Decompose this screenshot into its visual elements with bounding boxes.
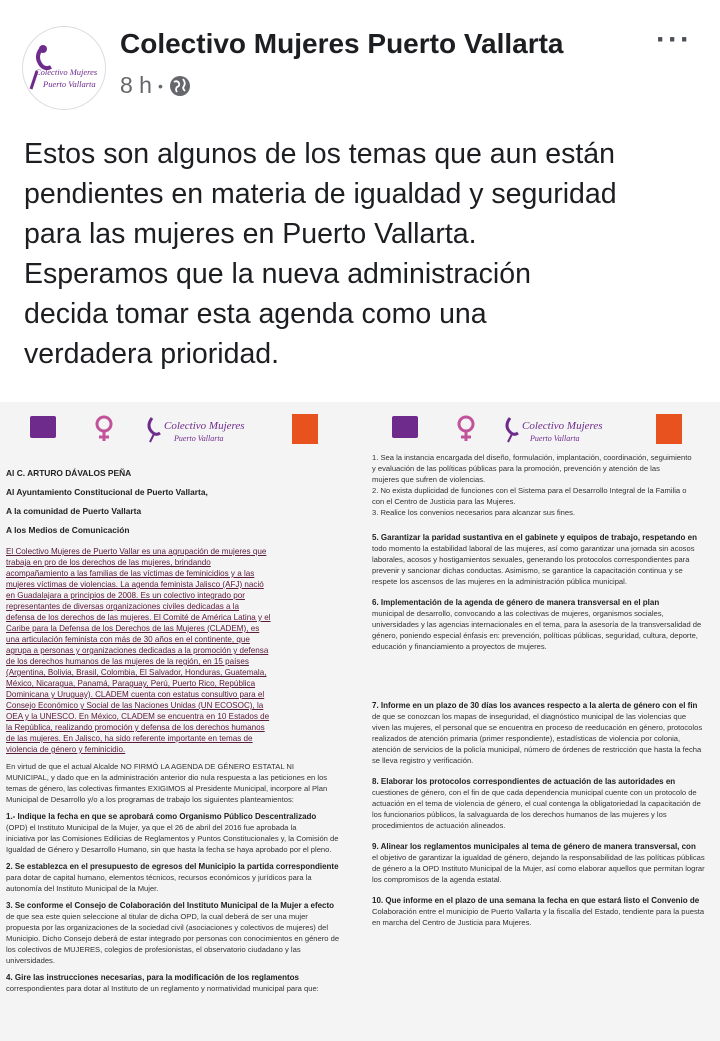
point-line: para dotar de capital humano, elementos técnicos, recursos económicos y jurídicos para la: [6, 873, 312, 882]
point-line: en marcha del Centro de Justicia para Mujeres.: [372, 918, 532, 927]
point-line: (OPD) el Instituto Municipal de la Mujer, ya que el 26 de abril del 2016 fue aprobada la: [6, 823, 297, 832]
organization-logo-icon: [30, 416, 56, 438]
female-symbol-icon: [92, 414, 116, 444]
page-name[interactable]: Colectivo Mujeres Puerto Vallarta: [120, 28, 564, 59]
point-heading: 6. Implementación de la agenda de género de manera transversal en el plan: [372, 598, 660, 607]
meta-separator: •: [157, 77, 163, 94]
point-line: laborales, acosos y hostigamientos sexuales, generando los protocolos correspondientes para: [372, 555, 690, 564]
list-line: 2. No exista duplicidad de funciones con el Sistema para el Desarrollo Integral de la Familia o: [372, 486, 687, 495]
attached-document-image[interactable]: [0, 402, 720, 1041]
intro-line: Caribe para la Defensa de los Derechos de las Mujeres (CLADEM), es: [6, 624, 260, 633]
avatar-text-line1: Colectivo Mujeres: [35, 67, 98, 77]
point-line: se lleva registro y verificación.: [372, 756, 474, 765]
intro-line: defensa de los derechos de las mujeres. El Comité de América Latina y el: [6, 613, 271, 622]
point-heading: 3. Se conforme el Consejo de Colaboración del Instituto Municipal de la Mujer a efecto: [6, 901, 335, 910]
addressee: A los Medios de Comunicación: [6, 525, 130, 535]
avatar-text-line2: Puerto Vallarta: [43, 79, 96, 89]
document-left-text: [6, 464, 354, 994]
point-heading: 7. Informe en un plazo de 30 días los avances respecto a la alerta de género con el fin: [372, 701, 698, 710]
logo-strip: [362, 408, 720, 458]
point-line: universidades y las agencias internacionales en el tema, para la asesoría de la transversalidad de: [372, 620, 702, 629]
list-line: mujeres que sufren de violencias.: [372, 475, 486, 484]
intro-line: la República, realizando promoción y defensa de los derechos humanos: [6, 723, 265, 732]
point-8: [372, 776, 712, 831]
addressee: Al C. ARTURO DÁVALOS PEÑA: [6, 468, 132, 478]
point-line: de que se conozcan los mapas de inseguridad, el diagnóstico municipal de las violencias que: [372, 712, 687, 721]
message-line: Esperamos que la nueva administración: [24, 258, 531, 290]
point-3: [6, 900, 354, 966]
post-meta: [120, 72, 191, 99]
page-avatar[interactable]: [22, 26, 106, 110]
point-line: iniciativa por las Comisiones Edilicias de Reglamentos y Puntos Constitucionales y, la Comisión de: [6, 834, 339, 843]
message-line: decida tomar esta agenda como una: [24, 298, 487, 330]
point-line: todo momento la estabilidad laboral de las mujeres, así como garantizar una jornada sin acosos: [372, 544, 695, 553]
point-line: prevenir y sancionar dichas conductas. Asimismo, se garantice la capacitación continua y se: [372, 566, 683, 575]
intro-line: de los derechos humanos de las mujeres de la región, en 15 países: [6, 657, 249, 666]
document-page-right: [362, 402, 720, 1041]
point-line: los colectivos de MUJERES, colegios de profesionistas, el observatorio ciudadano y las: [6, 945, 301, 954]
post-time[interactable]: 8 h: [120, 72, 152, 98]
intro-line: mujeres víctimas de violencias. La agenda feminista Jalisco (AFJ) nació: [6, 580, 264, 589]
document-page-left: [0, 402, 360, 1041]
intro-line: (Argentina, Bolivia, Brasil, Colombia, El Salvador, Honduras, Guatemala,: [6, 668, 267, 677]
point-line: autonomía del Instituto Municipal de la Mujer.: [6, 884, 159, 893]
point-heading: 1.- Indique la fecha en que se aprobará como Organismo Público Descentralizado: [6, 812, 317, 821]
intro-line: de las mujeres. En Jalisco, ha sido referente importante en temas de: [6, 734, 253, 743]
message-line: Estos son algunos de los temas que aun están: [24, 138, 615, 170]
globe-icon: [169, 75, 191, 97]
point-line: de que sea este quien seleccione al titular de dicha OPD, la cual deberá de ser una mujer: [6, 912, 308, 921]
more-options-button[interactable]: ···: [656, 23, 692, 56]
list-line: 3. Realice los convenios necesarios para alcanzar sus fines.: [372, 508, 576, 517]
body-paragraph: [6, 761, 354, 805]
message-line: verdadera prioridad.: [24, 338, 280, 370]
document-right-text: [372, 452, 712, 928]
body-line: Municipal de Desarrollo y/o a los programas de trabajo los siguientes planteamientos:: [6, 795, 294, 804]
point-9: [372, 841, 712, 885]
point-line: actuación en el tema de violencia de género, el cual contenga la obligatoriedad la capacitación de: [372, 799, 701, 808]
point-line: cuestiones de género, con el fin de que cada dependencia municipal cuente con un protocolo de: [372, 788, 697, 797]
message-line: para las mujeres en Puerto Vallarta.: [24, 218, 477, 250]
point-line: universidades.: [6, 956, 55, 965]
point-line: correspondientes para dotar al Instituto de un reglamento y normatividad municipal para que:: [6, 984, 319, 993]
post-header: [0, 0, 720, 120]
intro-line: representantes de diversas organizaciones civiles dedicadas a la: [6, 602, 240, 611]
point-line: procedimientos de actuación alineados.: [372, 821, 506, 830]
point-heading: 2. Se establezca en el presupuesto de egresos del Municipio la partida correspondiente: [6, 862, 339, 871]
point-heading: 8. Elaborar los protocolos correspondientes de actuación de las autoridades en: [372, 777, 676, 786]
point-line: los funcionarios públicos, la salvaguarda de los derechos humanos de las mujeres y los: [372, 810, 667, 819]
intro-paragraph: [6, 546, 354, 755]
point-line: de género a la OPD Instituto Municipal de la Mujer, así como elaborar aquellos que permitan lograr: [372, 864, 705, 873]
intro-line: México, Nicaragua, Panamá, Paraguay, Perú, Puerto Rico, República: [6, 679, 256, 688]
message-line: pendientes en materia de igualdad y seguridad: [24, 178, 617, 210]
point-line: Colaboración entre el municipio de Puerto Vallarta y la fiscalía del Estado, tendiente para la puesta: [372, 907, 705, 916]
point-line: municipal de desarrollo, convocando a las colectivas de mujeres, organismos sociales,: [372, 609, 664, 618]
point-6: [372, 597, 712, 652]
point-line: propuesta por las organizaciones de la sociedad civil (asociaciones y colectivos de mujeres) del: [6, 923, 329, 932]
addressee: Al Ayuntamiento Constitucional de Puerto Vallarta,: [6, 487, 208, 497]
point-line: género, poniendo especial énfasis en: prevención, políticas públicas, seguridad, cultura, deporte,: [372, 631, 698, 640]
point-7: [372, 700, 712, 766]
point-heading: 10. Que informe en el plazo de una semana la fecha en que estará listo el Convenio de: [372, 896, 700, 905]
post-message: [24, 134, 704, 374]
point-line: el objetivo de garantizar la igualdad de género, dejando la responsabilidad de las políticas públicas: [372, 853, 705, 862]
point-10: [372, 895, 712, 928]
body-line: MUNICIPAL, y dado que en la administración anterior dio nula respuesta a las peticiones en los: [6, 773, 328, 782]
point-line: Municipio. Dicho Consejo deberá de estar integrado por personas con conocimientos en género de: [6, 934, 340, 943]
cladem-logo-icon: [292, 414, 318, 444]
point-line: realizados de atención primaria (primer respondiente), estadísticas de violencia por colonia,: [372, 734, 681, 743]
intro-line: OEA y la UNESCO. En México, CLADEM se encuentra en 10 Estados de: [6, 712, 270, 721]
intro-line: violencia de género y feminicidio.: [6, 745, 126, 754]
intro-line: en Guadalajara a principios de 2008. Es un colectivo integrado por: [6, 591, 245, 600]
intro-line: Dominicana y Uruguay). CLADEM cuenta con estatus consultivo para el: [6, 690, 265, 699]
point-line: viven las mujeres, el personal que se encuentra en proceso de reeducación en género, protocolos: [372, 723, 703, 732]
body-line: En virtud de que el actual Alcalde NO FIRMÓ LA AGENDA DE GÉNERO ESTATAL NI: [6, 762, 294, 771]
logo-text: Colectivo Mujeres: [522, 420, 603, 432]
list-line: con el Centro de Justicia para las Mujeres.: [372, 497, 516, 506]
intro-line: agrupa a personas y organizaciones dedicadas a la promoción y defensa: [6, 646, 269, 655]
list-line: 1. Sea la instancia encargada del diseño, formulación, implantación, coordinación, seguimiento: [372, 453, 692, 462]
point-2: [6, 861, 354, 894]
point-line: atención de servicios de la policía municipal, número de órdenes de restricción que hasta la fecha: [372, 745, 702, 754]
intro-line: una articulación feminista con más de 30 años en el continente, que: [6, 635, 250, 644]
body-line: temas de género, las colectivas firmantes EXIGIMOS al Presidente Municipal, incorpore al Plan: [6, 784, 328, 793]
logo-subtext: Puerto Vallarta: [530, 434, 580, 443]
intro-line: trabaja en pro de los derechos de las mujeres, brindando: [6, 558, 211, 567]
female-symbol-icon: [454, 414, 478, 444]
point-heading: 4. Gire las instrucciones necesarias, para la modificación de los reglamentos: [6, 973, 300, 982]
logo-strip: [0, 408, 360, 458]
point-heading: 5. Garantizar la paridad sustantiva en el gabinete y equipos de trabajo, respetando en: [372, 533, 697, 542]
intro-line: acompañamiento a las familias de las víctimas de feminicidios y a las: [6, 569, 255, 578]
numbered-list: [372, 452, 712, 518]
point-5: [372, 532, 712, 587]
point-heading: 9. Alinear los reglamentos municipales al tema de género de manera transversal, con: [372, 842, 696, 851]
intro-line: El Colectivo Mujeres de Puerto Vallar es una agrupación de mujeres que: [6, 547, 267, 556]
intro-line: Consejo Económico y Social de las Naciones Unidas (UN ECOSOC), la: [6, 701, 264, 710]
addressee: A la comunidad de Puerto Vallarta: [6, 506, 142, 516]
point-line: Igualdad de Género y Desarrollo Humano, sin que hasta la fecha se haya aprobado por el pleno.: [6, 845, 332, 854]
logo-subtext: Puerto Vallarta: [174, 434, 224, 443]
organization-logo-icon: [392, 416, 418, 438]
list-line: y evaluación de las políticas públicas para la promoción, prevención y atención de las: [372, 464, 660, 473]
logo-text: Colectivo Mujeres: [164, 420, 245, 432]
point-line: respete los ascensos de las mujeres en la administración pública municipal.: [372, 577, 627, 586]
point-line: educación y financiamiento a proyectos de mujeres.: [372, 642, 547, 651]
cladem-logo-icon: [656, 414, 682, 444]
colectivo-logo-icon: [23, 27, 106, 110]
point-line: los compromisos de la agenda estatal.: [372, 875, 502, 884]
point-1: [6, 811, 354, 855]
point-4: [6, 972, 354, 994]
